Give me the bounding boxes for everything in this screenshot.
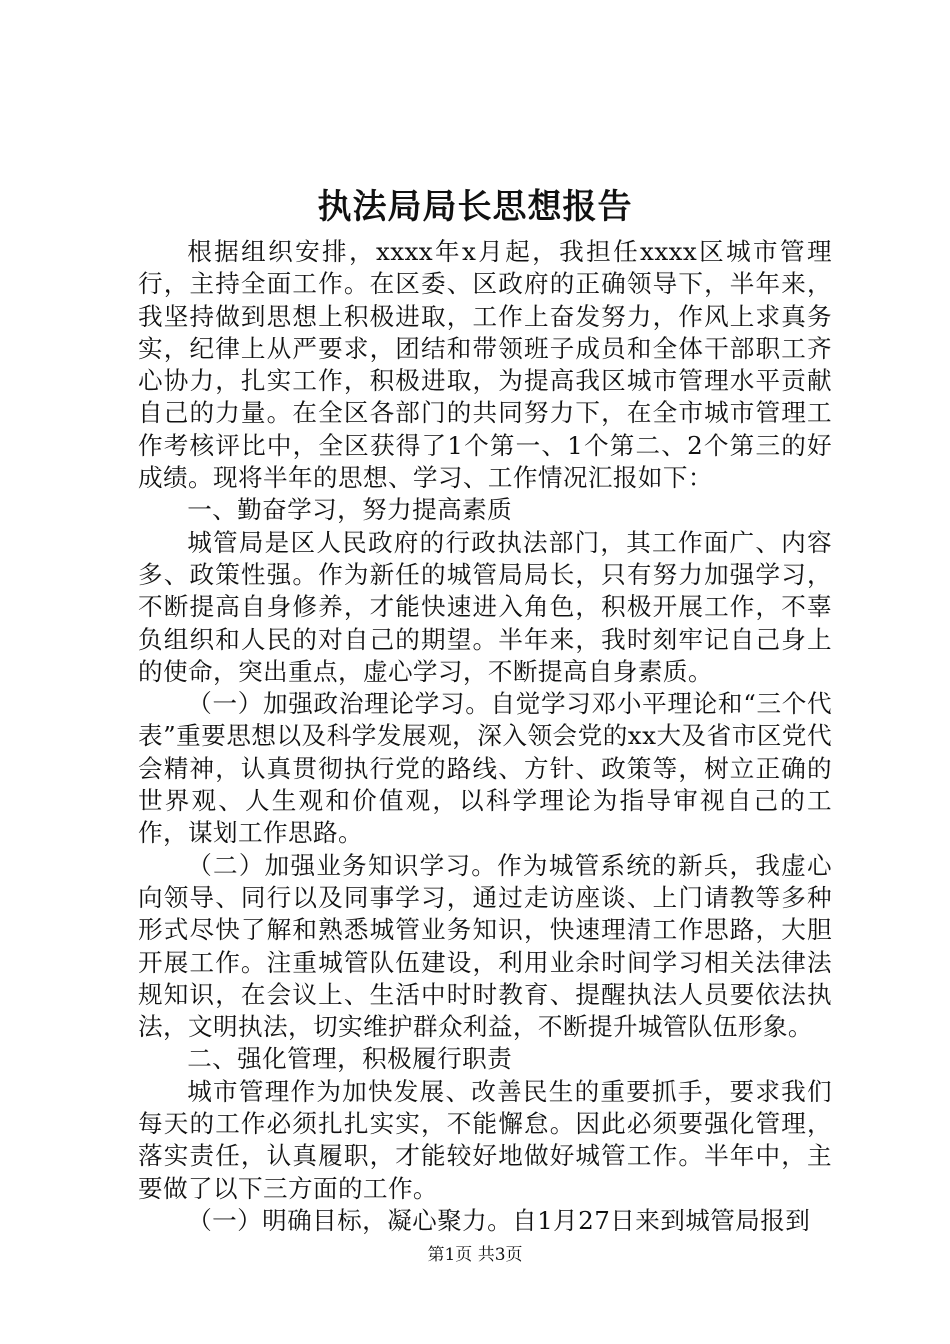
section-heading: 二、强化管理，积极履行职责 [187, 1044, 513, 1074]
section-heading: 一、勤奋学习，努力提高素质 [187, 495, 513, 525]
body-paragraph: 城管局是区人民政府的行政执法部门，其工作面广、内容多、政策性强。作为新任的城管局局长，只有努力加强学习，不断提高自身修养，才能快速进入角色，积极开展工作，不辜负组织和人民的对自己的期望。半年来，我时刻牢记自己身上的使命，突出重点，虚心学习，不断提高自身素质。 [138, 527, 832, 686]
body-paragraph: （一）加强政治理论学习。自觉学习邓小平理论和“三个代表”重要思想以及科学发展观，深入领会党的xx大及省市区党代会精神，认真贯彻执行党的路线、方针、政策等，树立正确的世界观、人生观和价值观，以科学理论为指导审视自己的工作，谋划工作思路。 [138, 689, 832, 848]
body-paragraph: （一）明确目标，凝心聚力。自1月27日来到城管局报到 [187, 1205, 811, 1235]
body-paragraph: 城市管理作为加快发展、改善民生的重要抓手，要求我们每天的工作必须扎扎实实，不能懈怠。因此必须要强化管理，落实责任，认真履职，才能较好地做好城管工作。半年中，主要做了以下三方面的工作。 [138, 1076, 832, 1203]
body-paragraph: 根据组织安排，xxxx年x月起，我担任xxxx区城市管理行，主持全面工作。在区委、区政府的正确领导下，半年来，我坚持做到思想上积极进取，工作上奋发努力，作风上求真务实，纪律上从严要求，团结和带领班子成员和全体干部职工齐心协力，扎实工作，积极进取，为提高我区城市管理水平贡献自己的力量。在全区各部门的共同努力下，在全市城市管理工作考核评比中，全区获得了1个第一、1个第二、2个第三的好成绩。现将半年的思想、学习、工作情况汇报如下： [138, 237, 832, 493]
body-paragraph: （二）加强业务知识学习。作为城管系统的新兵，我虚心向领导、同行以及同事学习，通过走访座谈、上门请教等多种形式尽快了解和熟悉城管业务知识，快速理清工作思路，大胆开展工作。注重城管队伍建设，利用业余时间学习相关法律法规知识，在会议上、生活中时时教育、提醒执法人员要依法执法，文明执法，切实维护群众利益，不断提升城管队伍形象。 [138, 850, 832, 1042]
document-body [138, 236, 832, 1237]
document-title: 执法局局长思想报告 [317, 187, 633, 227]
page-footer: 第1页 共3页 [427, 1245, 523, 1265]
